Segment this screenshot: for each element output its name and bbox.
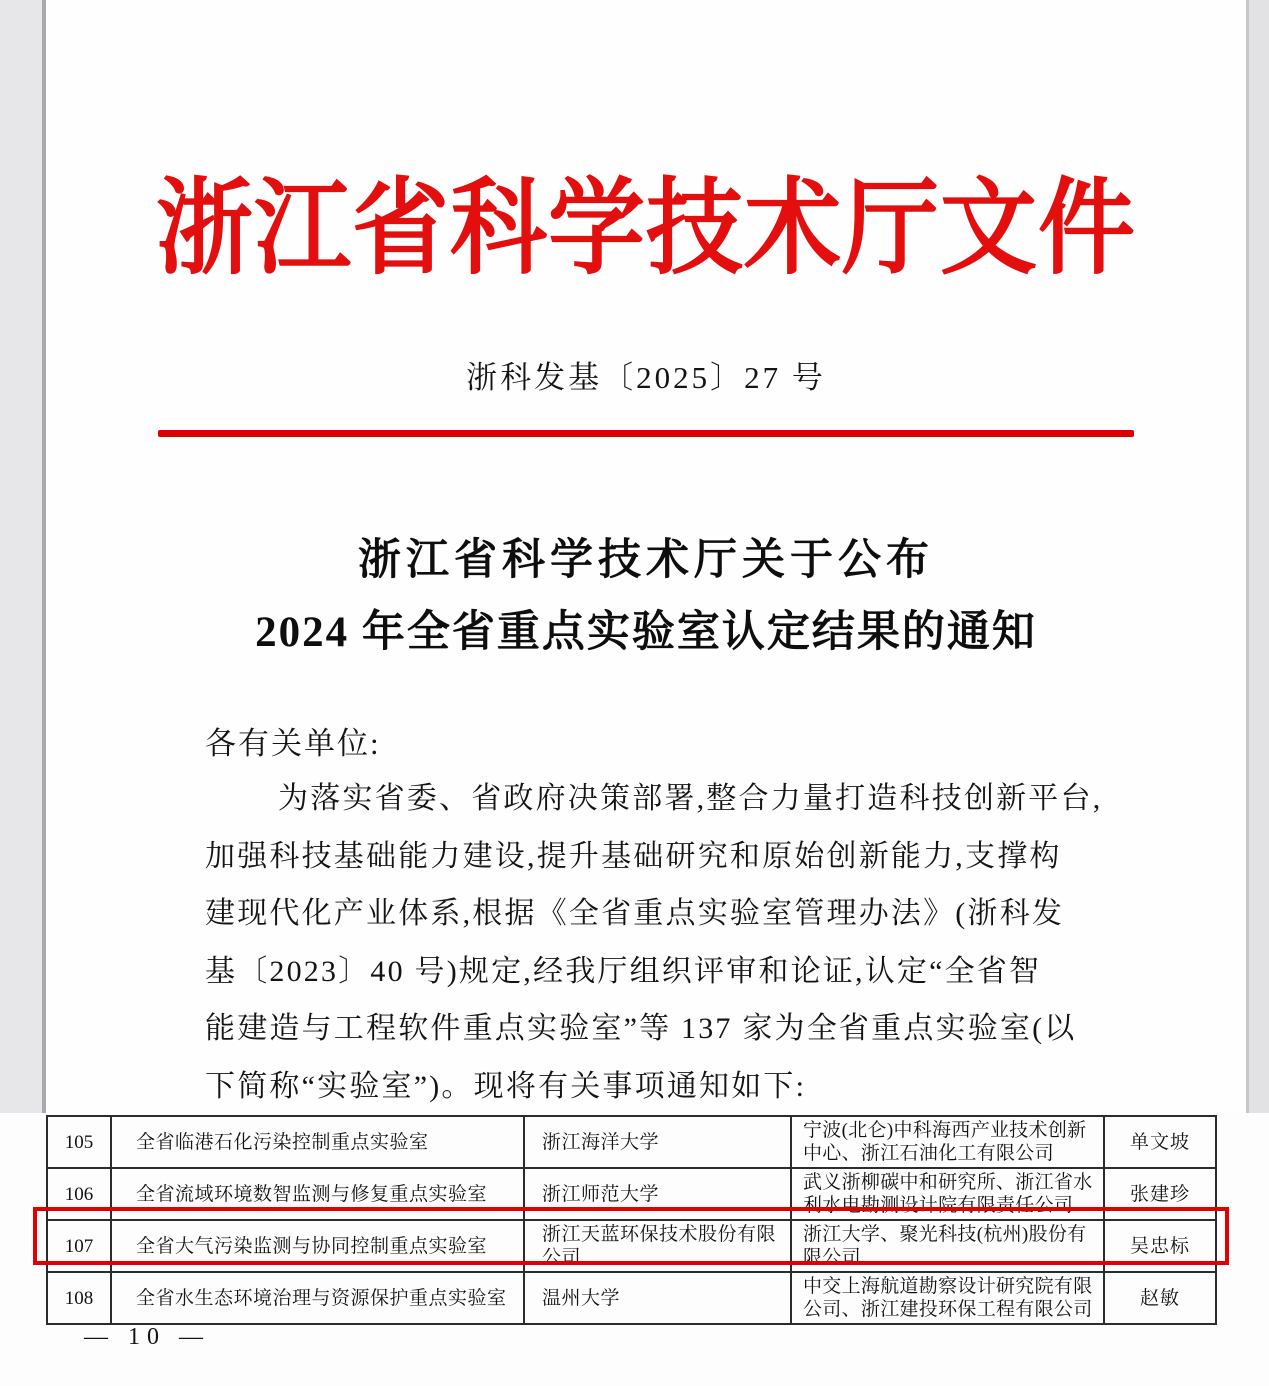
letterhead-red-rule (158, 430, 1134, 437)
page-edge-right (1246, 0, 1249, 1113)
scan-margin-left (0, 0, 42, 1113)
laboratory-results-table (46, 1115, 1217, 1325)
partner-units-cell: 浙江大学、聚光科技(杭州)股份有限公司 (791, 1220, 1104, 1272)
letterhead-title: 浙江省科学技术厅文件 (156, 171, 1136, 287)
lab-name-cell: 全省流域环境数智监测与修复重点实验室 (111, 1168, 524, 1220)
director-cell: 吴忠标 (1104, 1220, 1216, 1272)
body-line: 加强科技基础能力建设,提升基础研究和原始创新能力,支撑构 (205, 839, 1062, 873)
director-cell: 单文坡 (1104, 1116, 1216, 1168)
notice-title-line2: 2024 年全省重点实验室认定结果的通知 (255, 609, 1037, 656)
body-paragraph (205, 770, 1125, 1115)
notice-title-line1: 浙江省科学技术厅关于公布 (358, 537, 934, 584)
document-number: 浙科发基〔2025〕27 号 (466, 360, 826, 395)
host-unit-cell: 浙江天蓝环保技术股份有限公司 (524, 1220, 791, 1272)
host-unit-cell: 浙江海洋大学 (524, 1116, 791, 1168)
body-line: 基〔2023〕40 号)规定,经我厅组织评审和论证,认定“全省智 (205, 954, 1042, 988)
salutation: 各有关单位: (205, 726, 381, 761)
lab-name-cell: 全省水生态环境治理与资源保护重点实验室 (111, 1272, 524, 1324)
lab-name-cell: 全省临港石化污染控制重点实验室 (111, 1116, 524, 1168)
table-row (47, 1116, 1216, 1168)
partner-units-cell: 宁波(北仑)中科海西产业技术创新中心、浙江石油化工有限公司 (791, 1116, 1104, 1168)
body-line: 建现代化产业体系,根据《全省重点实验室管理办法》(浙科发 (205, 897, 1065, 930)
partner-units-cell: 中交上海航道勘察设计研究院有限公司、浙江建投环保工程有限公司 (791, 1272, 1104, 1324)
body-line: 为落实省委、省政府决策部署,整合力量打造科技创新平台, (278, 782, 1103, 815)
body-line: 能建造与工程软件重点实验室”等 137 家为全省重点实验室(以 (205, 1012, 1077, 1045)
row-number-cell: 107 (47, 1220, 111, 1272)
lab-name-cell: 全省大气污染监测与协同控制重点实验室 (111, 1220, 524, 1272)
table-row (47, 1168, 1216, 1220)
table-row (47, 1272, 1216, 1324)
host-unit-cell: 浙江师范大学 (524, 1168, 791, 1220)
row-number-cell: 105 (47, 1116, 111, 1168)
row-number-cell: 106 (47, 1168, 111, 1220)
row-number-cell: 108 (47, 1272, 111, 1324)
page-number: — 10 — (84, 1324, 210, 1350)
director-cell: 赵敏 (1104, 1272, 1216, 1324)
host-unit-cell: 温州大学 (524, 1272, 791, 1324)
table-row-highlighted (47, 1220, 1216, 1272)
scan-margin-right (1249, 0, 1269, 1113)
director-cell: 张建珍 (1104, 1168, 1216, 1220)
partner-units-cell: 武义浙柳碳中和研究所、浙江省水利水电勘测设计院有限责任公司 (791, 1168, 1104, 1220)
body-line: 下简称“实验室”)。现将有关事项通知如下: (205, 1069, 807, 1103)
